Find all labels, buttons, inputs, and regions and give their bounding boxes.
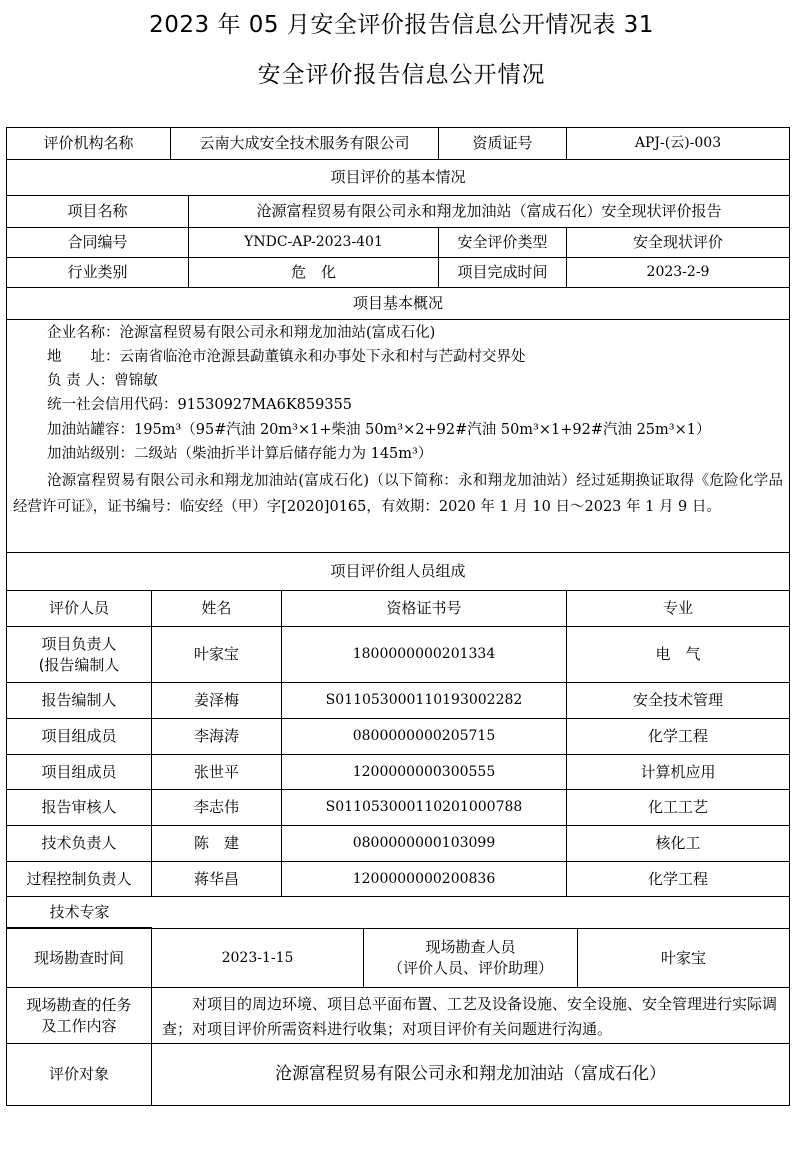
site-task-value: 对项目的周边环境、项目总平面布置、工艺及设备设施、安全设施、安全管理进行实际调查；对项目评价所需资料进行收集；对项目评价有关问题进行沟通。	[152, 988, 789, 1044]
overview-body	[7, 320, 789, 553]
object-label: 评价对象	[7, 1044, 152, 1105]
team-row-major: 化工工艺	[567, 790, 789, 826]
team-header-cert: 资格证书号	[282, 591, 567, 627]
industry-value: 危 化	[189, 258, 439, 288]
team-section-title: 项目评价组人员组成	[7, 553, 789, 591]
site-task-label-line2: 及工作内容	[41, 1016, 117, 1035]
team-row-name: 叶家宝	[152, 627, 282, 683]
eval-type-label: 安全评价类型	[439, 228, 567, 258]
team-row-name: 蒋华昌	[152, 862, 282, 897]
contract-label: 合同编号	[7, 228, 189, 258]
team-row-major: 化学工程	[567, 862, 789, 897]
site-people-label-line2: （评价人员、评价助理）	[387, 959, 553, 977]
overview-line: 地 址：云南省临沧市沧源县勐董镇永和办事处下永和村与芒勐村交界处	[47, 349, 526, 365]
team-row-role: 报告编制人	[7, 683, 152, 719]
cert-value: APJ-(云)-003	[567, 128, 789, 160]
document-subtitle: 安全评价报告信息公开情况	[257, 62, 546, 88]
site-people-value: 叶家宝	[578, 928, 789, 988]
site-task-label-line1: 现场勘查的任务	[26, 995, 132, 1014]
team-row-role: 报告审核人	[7, 790, 152, 826]
team-row-cert: 1200000000200836	[282, 862, 567, 897]
cert-label: 资质证号	[439, 128, 567, 160]
site-people-label	[364, 928, 578, 988]
contract-value: YNDC-AP-2023-401	[189, 228, 439, 258]
eval-type-value: 安全现状评价	[567, 228, 789, 258]
team-row-role: 过程控制负责人	[7, 862, 152, 897]
team-row-major: 电 气	[567, 627, 789, 683]
overview-line: 企业名称：沧源富程贸易有限公司永和翔龙加油站(富成石化)	[47, 325, 436, 341]
team-row-cert: S011053000110201000788	[282, 790, 567, 826]
project-name-label: 项目名称	[7, 196, 189, 228]
team-header-major: 专业	[567, 591, 789, 627]
team-row-major: 化学工程	[567, 719, 789, 755]
overview-line: 加油站罐容：195m³（95#汽油 20m³×1+柴油 50m³×2+92#汽油 50m³×1+92#汽油 25m³×1）	[47, 422, 711, 438]
team-header-role: 评价人员	[7, 591, 152, 627]
finish-label: 项目完成时间	[439, 258, 567, 288]
team-row-name: 李志伟	[152, 790, 282, 826]
team-row-name: 李海涛	[152, 719, 282, 755]
team-row-cert: 1800000000201334	[282, 627, 567, 683]
team-row-cert: S011053000110193002282	[282, 683, 567, 719]
site-people-label-line1: 现场勘查人员	[425, 938, 516, 956]
team-row-major: 核化工	[567, 826, 789, 862]
document-title: 2023 年 05 月安全评价报告信息公开情况表 31	[149, 12, 654, 38]
overview-line: 统一社会信用代码：91530927MA6K859355	[47, 397, 353, 413]
team-row-role: 项目组成员	[7, 719, 152, 755]
overview-section-title: 项目基本概况	[7, 288, 789, 320]
team-row-cert: 0800000000205715	[282, 719, 567, 755]
team-row-role: 项目组成员	[7, 755, 152, 790]
site-task-label	[7, 988, 152, 1044]
org-value: 云南大成安全技术服务有限公司	[171, 128, 439, 160]
team-header-name: 姓名	[152, 591, 282, 627]
team-row-cert: 0800000000103099	[282, 826, 567, 862]
team-row-name: 张世平	[152, 755, 282, 790]
team-row-name: 陈 建	[152, 826, 282, 862]
team-row-role: 项目负责人 (报告编制人	[7, 627, 152, 683]
overview-line: 负 责 人：曾锦敏	[47, 373, 158, 389]
team-row-major: 安全技术管理	[567, 683, 789, 719]
org-label: 评价机构名称	[7, 128, 171, 160]
object-value: 沧源富程贸易有限公司永和翔龙加油站（富成石化）	[275, 1064, 666, 1084]
team-row-name: 姜泽梅	[152, 683, 282, 719]
expert-label: 技术专家	[7, 897, 152, 928]
project-name-value: 沧源富程贸易有限公司永和翔龙加油站（富成石化）安全现状评价报告	[189, 196, 789, 228]
team-row-major: 计算机应用	[567, 755, 789, 790]
info-table	[6, 127, 790, 1106]
overview-paragraph: 沧源富程贸易有限公司永和翔龙加油站(富成石化)（以下简称：永和翔龙加油站）经过延期换证取得《危险化学品经营许可证》，证书编号：临安经（甲）字[2020]0165，有效期：2020 年 1 月 10 日～2023 年 1 月 9 日。	[13, 473, 783, 515]
team-row-role: 技术负责人	[7, 826, 152, 862]
team-row-cert: 1200000000300555	[282, 755, 567, 790]
industry-label: 行业类别	[7, 258, 189, 288]
finish-value: 2023-2-9	[567, 258, 789, 288]
basic-section-title: 项目评价的基本情况	[7, 160, 789, 196]
site-time-value: 2023-1-15	[152, 928, 364, 988]
site-time-label: 现场勘查时间	[7, 928, 152, 988]
overview-line: 加油站级别：二级站（柴油折半计算后储存能力为 145m³）	[47, 446, 433, 462]
